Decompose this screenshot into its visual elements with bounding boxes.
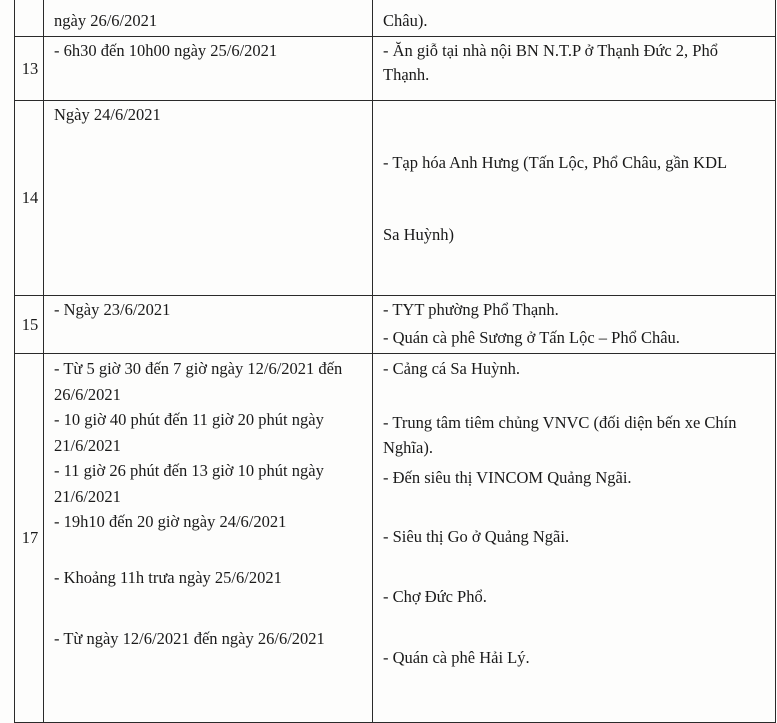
time-line: - 11 giờ 26 phút đến 13 giờ 10 phút ngày <box>54 461 324 480</box>
place-line: Sa Huỳnh) <box>383 225 455 244</box>
row-number: 17 <box>15 354 44 723</box>
row-number: 13 <box>15 37 44 101</box>
place-cell <box>373 354 776 723</box>
table-row <box>15 296 776 354</box>
time-cell <box>44 37 373 101</box>
table-row <box>15 0 776 37</box>
time-line: - 19h10 đến 20 giờ ngày 24/6/2021 <box>54 512 287 531</box>
time-line: - Từ ngày 12/6/2021 đến ngày 26/6/2021 <box>54 629 325 648</box>
place-line: Châu). <box>383 11 428 30</box>
place-line: - Đến siêu thị VINCOM Quảng Ngãi. <box>383 467 632 487</box>
table-row <box>15 37 776 101</box>
place-line: Nghĩa). <box>383 438 433 457</box>
place-cell <box>373 0 776 37</box>
row-number: 14 <box>15 101 44 296</box>
place-cell <box>373 296 776 354</box>
time-cell <box>44 0 373 37</box>
time-line: 21/6/2021 <box>54 486 121 506</box>
time-line: - Khoảng 11h trưa ngày 25/6/2021 <box>54 567 282 587</box>
time-line: - Ngày 23/6/2021 <box>54 300 171 319</box>
place-line: - Quán cà phê Sương ở Tấn Lộc – Phổ Châu. <box>383 328 680 347</box>
time-line: ngày 26/6/2021 <box>54 11 158 30</box>
place-line: Thạnh. <box>383 65 430 84</box>
place-line: - Siêu thị Go ở Quảng Ngãi. <box>383 527 570 546</box>
contact-locations-table <box>14 0 776 723</box>
place-line: - TYT phường Phổ Thạnh. <box>383 300 559 319</box>
time-cell <box>44 296 373 354</box>
time-line: 26/6/2021 <box>54 384 121 404</box>
time-line: 21/6/2021 <box>54 435 121 455</box>
table-row <box>15 101 776 296</box>
place-line: - Tạp hóa Anh Hưng (Tấn Lộc, Phổ Châu, gần KDL <box>383 153 728 172</box>
time-cell <box>44 101 373 296</box>
row-number <box>15 0 44 37</box>
time-line: - 10 giờ 40 phút đến 11 giờ 20 phút ngày <box>54 410 324 429</box>
time-cell <box>44 354 373 723</box>
time-line: Ngày 24/6/2021 <box>54 105 161 124</box>
row-number: 15 <box>15 296 44 354</box>
place-line: - Cảng cá Sa Huỳnh. <box>383 359 521 378</box>
table-row <box>15 354 776 723</box>
place-line: - Trung tâm tiêm chủng VNVC (đối diện bến xe Chín <box>383 412 737 432</box>
place-cell <box>373 101 776 296</box>
time-line: - Từ 5 giờ 30 đến 7 giờ ngày 12/6/2021 đến <box>54 359 343 378</box>
place-line: - Quán cà phê Hải Lý. <box>383 648 530 667</box>
place-line: - Chợ Đức Phổ. <box>383 586 487 606</box>
place-cell <box>373 37 776 101</box>
place-line: - Ăn giỗ tại nhà nội BN N.T.P ở Thạnh Đức 2, Phổ <box>383 41 718 60</box>
time-line: - 6h30 đến 10h00 ngày 25/6/2021 <box>54 41 278 60</box>
